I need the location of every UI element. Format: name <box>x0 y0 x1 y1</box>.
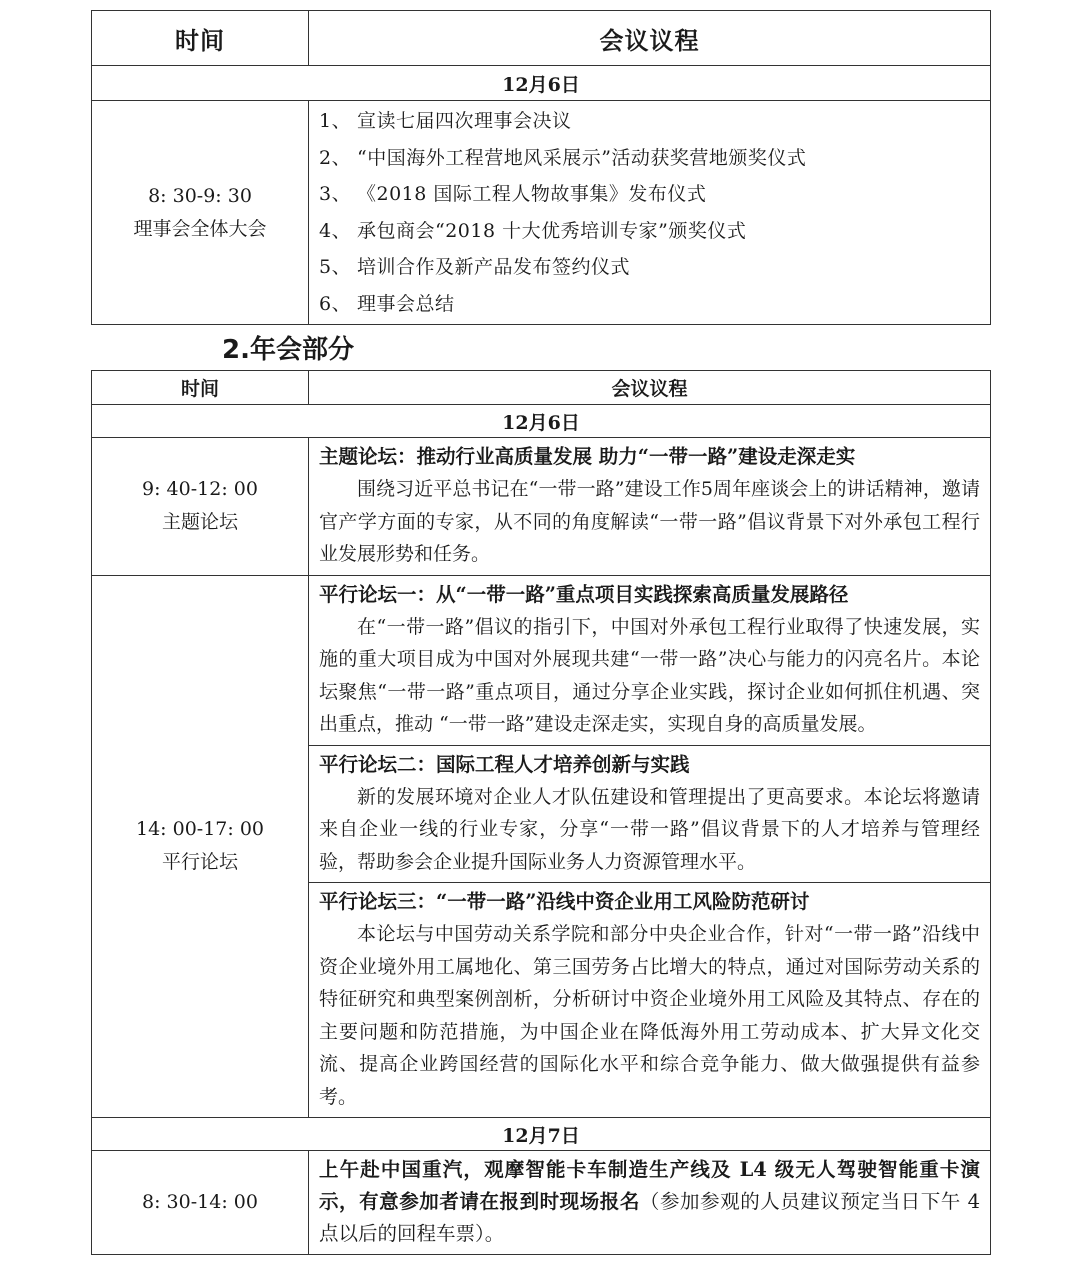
session-name: 理事会全体大会 <box>133 217 267 240</box>
board-meeting-table <box>91 10 991 325</box>
parallel-forum-name: 平行论坛 <box>161 851 238 874</box>
parallel-forum-cell-1 <box>309 575 991 745</box>
parallel-forum-cell-2 <box>309 745 991 883</box>
visit-description-cell <box>309 1151 991 1255</box>
forum-title: 平行论坛二：国际工程人才培养创新与实践 <box>319 752 690 776</box>
visit-note-text: （参加参观的人员建议预定当日下午 4 点以后的回程车票）。 <box>319 1190 980 1245</box>
parallel-forum-row <box>92 575 991 745</box>
parallel-forum-time-cell <box>92 575 309 1118</box>
session-row <box>92 101 991 325</box>
forum-description: 在“一带一路”倡议的指引下，中国对外承包工程行业取得了快速发展，实施的重大项目成为中国对外展现共建“一带一路”决心与能力的闪亮名片。本论坛聚焦“一带一路”重点项目，通过分享企业实践，探讨企业如何抓住机遇、突出重点，推动 “一带一路”建设走深走实，实现自身的高质量发展。 <box>319 615 980 735</box>
date-row <box>92 66 991 101</box>
forum-description: 新的发展环境对企业人才队伍建设和管理提出了更高要求。本论坛将邀请来自企业一线的行业专家，分享“一带一路”倡议背景下的人才培养与管理经验，帮助参会企业提升国际业务人力资源管理水平。 <box>319 785 980 873</box>
header-time: 时间 <box>92 11 309 66</box>
parallel-forum-time: 14: 00-17: 00 <box>135 818 264 841</box>
main-forum-time-cell <box>92 438 309 576</box>
header-agenda: 会议议程 <box>309 371 991 405</box>
date-row <box>92 405 991 438</box>
visit-row <box>92 1151 991 1255</box>
list-item: 5、 培训合作及新产品发布签约仪式 <box>319 256 631 278</box>
date-cell: 12月6日 <box>92 405 991 438</box>
annual-meeting-table <box>91 370 991 1255</box>
parallel-forum-cell-3 <box>309 883 991 1118</box>
table-header-row <box>92 11 991 66</box>
table-header-row <box>92 371 991 405</box>
visit-time-cell: 8: 30-14: 00 <box>92 1151 309 1255</box>
main-forum-name: 主题论坛 <box>161 511 238 534</box>
visit-main-text: 上午赴中国重汽，观摩智能卡车制造生产线及 L4 级无人驾驶智能重卡演示，有意参加者请在报到时现场报名 <box>319 1158 980 1213</box>
header-agenda: 会议议程 <box>309 11 991 66</box>
section-title: 2.年会部分 <box>222 335 354 365</box>
agenda-list <box>309 101 990 324</box>
forum-title: 平行论坛三：“一带一路”沿线中资企业用工风险防范研讨 <box>319 890 810 913</box>
session-time: 8: 30-9: 30 <box>148 184 252 207</box>
session-time-cell <box>92 101 309 325</box>
forum-title: 主题论坛：推动行业高质量发展 助力“一带一路”建设走深走实 <box>319 445 856 468</box>
list-item: 4、 承包商会“2018 十大优秀培训专家”颁奖仪式 <box>319 219 747 242</box>
session-agenda-cell <box>309 101 991 325</box>
list-item: 1、 宣读七届四次理事会决议 <box>319 110 572 132</box>
forum-description: 本论坛与中国劳动关系学院和部分中央企业合作，针对“一带一路”沿线中资企业境外用工属地化、第三国劳务占比增大的特点，通过对国际劳动关系的特征研究和典型案例剖析，分析研讨中资企业境外用工风险及其特点、存在的主要问题和防范措施，为中国企业在降低海外用工劳动成本、扩大异文化交流、提高企业跨国经营的国际化水平和综合竞争能力、做大做强提供有益参考。 <box>319 923 980 1108</box>
date-cell: 12月7日 <box>92 1118 991 1151</box>
list-item: 3、 《2018 国际工程人物故事集》发布仪式 <box>319 183 707 205</box>
list-item: 6、 理事会总结 <box>319 292 455 315</box>
header-time: 时间 <box>92 371 309 405</box>
list-item: 2、 “中国海外工程营地风采展示”活动获奖营地颁奖仪式 <box>319 146 807 169</box>
forum-description: 围绕习近平总书记在“一带一路”建设工作5周年座谈会上的讲话精神，邀请官产学方面的专家，从不同的角度解读“一带一路”倡议背景下对外承包工程行业发展形势和任务。 <box>319 478 980 565</box>
main-forum-row <box>92 438 991 576</box>
main-forum-cell <box>309 438 991 576</box>
main-forum-time: 9: 40-12: 00 <box>142 478 258 501</box>
date-row <box>92 1118 991 1151</box>
date-cell: 12月6日 <box>92 66 991 101</box>
forum-title: 平行论坛一：从“一带一路”重点项目实践探索高质量发展路径 <box>319 582 849 606</box>
